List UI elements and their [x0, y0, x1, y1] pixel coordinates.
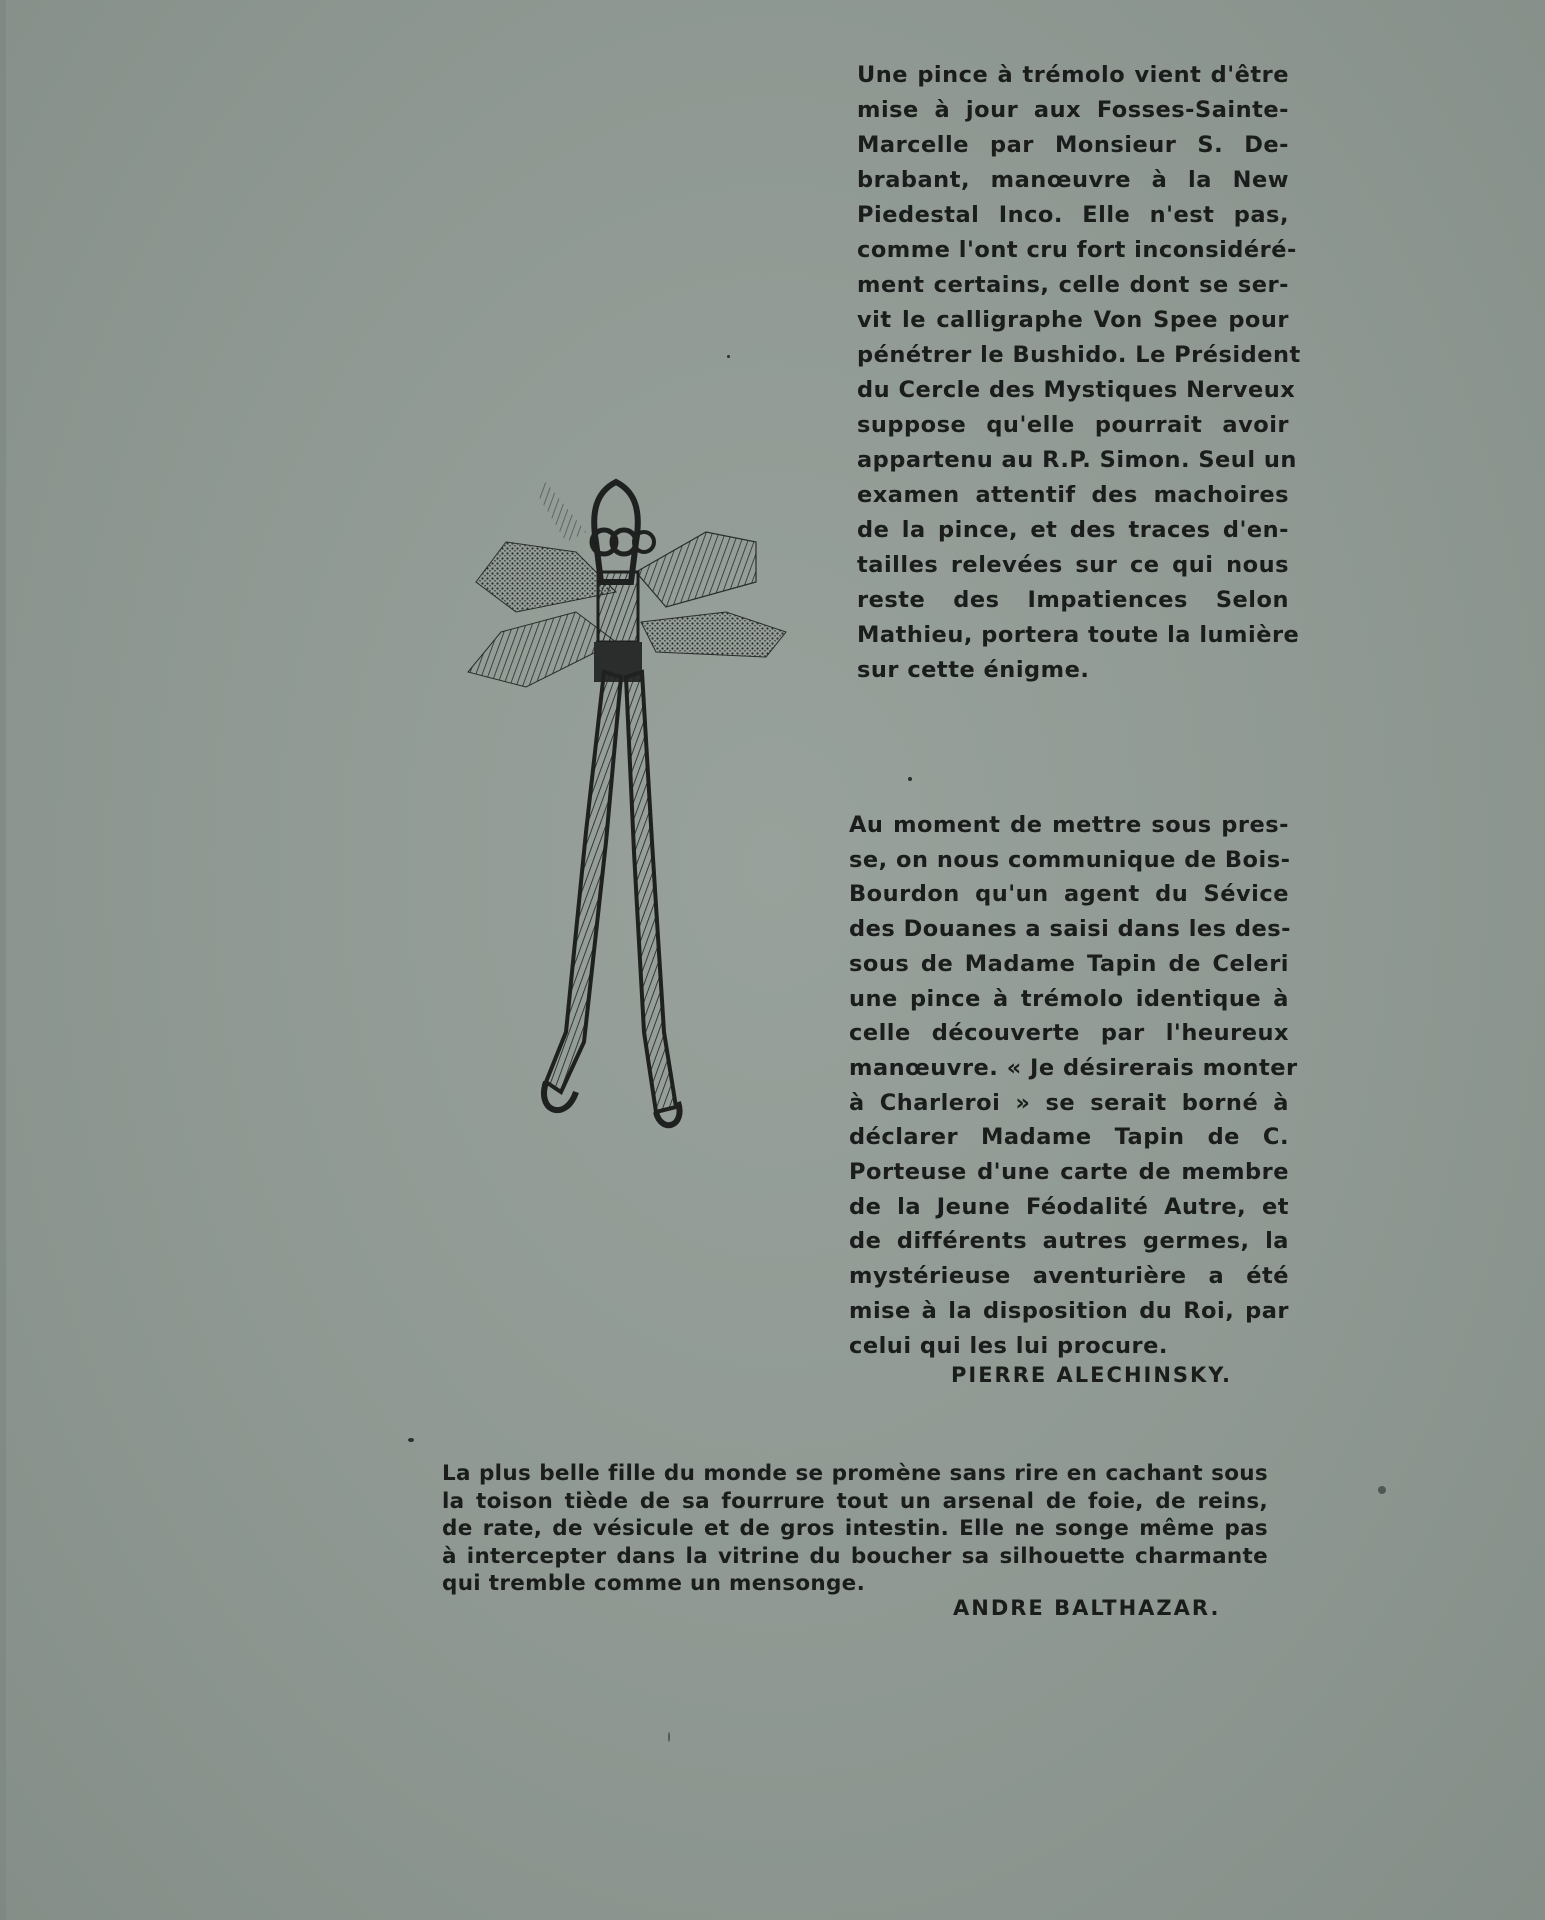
text-line: sur cette énigme. — [857, 657, 1090, 683]
text-line: mise à jour aux Fosses-Sainte- — [857, 97, 1289, 123]
paper-speck — [1378, 1486, 1386, 1494]
text-line: manœuvre. « Je désirerais monter — [849, 1054, 1298, 1081]
paper-speck — [408, 1438, 414, 1442]
text-line: sous de Madame Tapin de Celeri — [849, 950, 1289, 977]
text-line: Une pince à trémolo vient d'être — [857, 62, 1289, 88]
text-line: Bourdon qu'un agent du Sévice — [849, 881, 1289, 908]
text-line: suppose qu'elle pourrait avoir — [857, 412, 1289, 438]
paper-speck — [668, 1732, 670, 1742]
text-line: La plus belle fille du monde se promène sans rire en cachant sous — [442, 1461, 1268, 1486]
text-line: ment certains, celle dont se ser- — [857, 272, 1289, 298]
text-line: à intercepter dans la vitrine du boucher sa silhouette charmante — [442, 1543, 1268, 1569]
text-line: de rate, de vésicule et de gros intestin. Elle ne songe même pas — [442, 1516, 1268, 1542]
text-line: appartenu au R.P. Simon. Seul un — [857, 447, 1297, 473]
text-line: qui tremble comme un mensonge. — [442, 1571, 866, 1597]
pliers-handles — [544, 672, 680, 1125]
paper-speck — [727, 355, 730, 358]
text-line: Piedestal Inco. Elle n'est pas, — [857, 202, 1289, 228]
text-line: tailles relevées sur ce qui nous — [857, 552, 1289, 578]
text-line: Au moment de mettre sous pres- — [849, 812, 1289, 838]
text-line: mise à la disposition du Roi, par — [849, 1297, 1289, 1324]
text-line: vit le calligraphe Von Spee pour — [857, 307, 1289, 333]
text-line: déclarer Madame Tapin de C. — [849, 1124, 1289, 1151]
text-line: celle découverte par l'heureux — [849, 1020, 1289, 1047]
text-line: Mathieu, portera toute la lumière — [857, 622, 1300, 648]
text-line: pénétrer le Bushido. Le Président — [857, 342, 1301, 368]
article-trémolo-discovery — [857, 58, 1301, 688]
text-line: Porteuse d'une carte de membre — [849, 1159, 1289, 1186]
article-belle-fille — [442, 1460, 1268, 1598]
text-line: Marcelle par Monsieur S. De- — [857, 132, 1289, 158]
signature-alechinsky: PIERRE ALECHINSKY. — [951, 1363, 1233, 1387]
text-line: mystérieuse aventurière a été — [849, 1263, 1289, 1290]
text-line: reste des Impatiences Selon — [857, 587, 1289, 613]
text-line: des Douanes a saisi dans les des- — [849, 916, 1292, 943]
text-line: brabant, manœuvre à la New — [857, 167, 1289, 193]
text-line: à Charleroi » se serait borné à — [849, 1089, 1289, 1116]
text-line: du Cercle des Mystiques Nerveux — [857, 377, 1296, 403]
text-line: celui qui les lui procure. — [849, 1332, 1168, 1359]
text-line: de la pince, et des traces d'en- — [857, 517, 1289, 543]
text-line: comme l'ont cru fort inconsidéré- — [857, 237, 1297, 263]
page-edge-shadow — [0, 0, 6, 1920]
text-line: de la Jeune Féodalité Autre, et — [849, 1193, 1289, 1220]
paper-speck — [908, 777, 912, 781]
text-line: la toison tiède de sa fourrure tout un arsenal de foie, de reins, — [442, 1488, 1268, 1514]
signature-balthazar: ANDRE BALTHAZAR. — [953, 1596, 1221, 1620]
text-line: une pince à trémolo identique à — [849, 985, 1289, 1012]
text-line: se, on nous communique de Bois- — [849, 846, 1291, 873]
pliers-with-wings-icon — [466, 472, 796, 1132]
text-line: examen attentif des machoires — [857, 482, 1289, 508]
article-press-note — [849, 808, 1298, 1363]
text-line: de différents autres germes, la — [849, 1228, 1289, 1255]
